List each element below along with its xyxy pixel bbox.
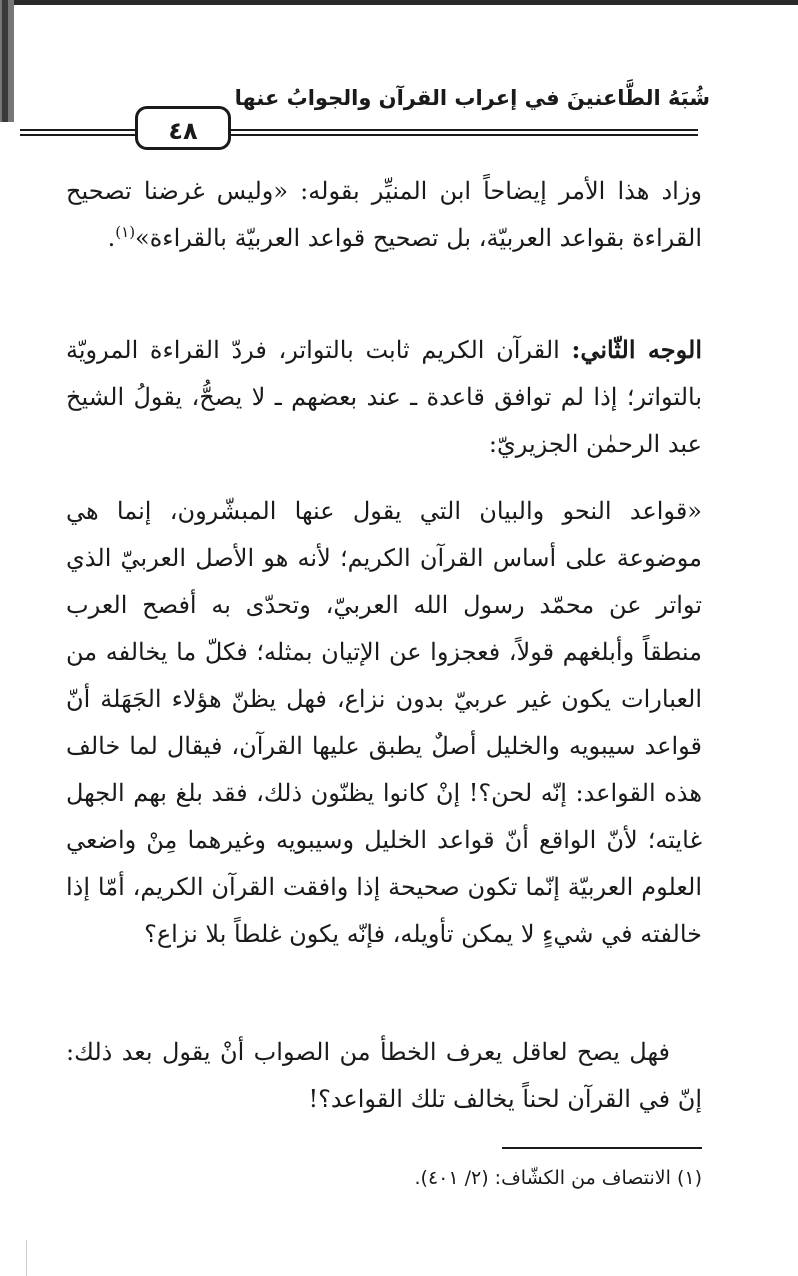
footnote-1: (١) الانتصاف من الكشّاف: (٢/ ٤٠١).	[414, 1167, 702, 1189]
running-title: شُبَهُ الطَّاعنينَ في إعراب القرآن والجوابُ عنها	[234, 86, 710, 110]
paragraph-4: فهل يصح لعاقل يعرف الخطأ من الصواب أنْ يقول بعد ذلك: إنّ في القرآن لحناً يخالف تلك القواعد؟!	[66, 1038, 702, 1113]
footnote-separator	[502, 1147, 702, 1149]
scan-mark	[26, 1240, 27, 1276]
page-header	[0, 78, 798, 158]
quotation-paragraph: «قواعد النحو والبيان التي يقول عنها المبشّرون، إنما هي موضوعة على أساس القرآن الكريم؛ لأنه هو الأصل العربيّ الذي تواتر عن محمّد رسول الله العربيّ، وتحدّى به أفصح العرب منطقاً وأبلغهم قولاً، فعجزوا عن الإتيان بمثله؛ فكلّ ما يخالفه من العبارات يكون غير عربيّ بدون نزاع، فهل يظنّ هؤلاء الجَهَلة أنّ قواعد سيبويه والخليل أصلٌ يطبق عليها القرآن، فيقال لما خالف هذه القواعد: إنّه لحن؟! إنْ كانوا يظنّون ذلك، فقد بلغ بهم الجهل غايته؛ لأنّ الواقع أنّ قواعد الخليل وسيبويه وغيرهما مِنْ واضعي العلوم العربيّة إنّما تكون صحيحة إذا وافقت القرآن الكريم، أمّا إذا خالفته في شيءٍ لا يمكن تأويله، فإنّه يكون غلطاً بلا نزاع؟	[66, 497, 702, 948]
page-top-edge	[0, 0, 798, 5]
header-rule-lower	[157, 134, 698, 136]
paragraph-1	[66, 168, 702, 262]
paragraph-1-end: .	[107, 224, 116, 252]
header-rule-left-lower	[20, 134, 135, 136]
paragraph-2-text: القرآن الكريم ثابت بالتواتر، فردّ القراءة المرويّة بالتواتر؛ إذا لم توافق قاعدة ـ عند بعضهم ـ لا يصحُّ، يقولُ الشيخ عبد الرحمٰن الجزيريّ:	[66, 336, 702, 458]
header-rule-left-upper	[20, 129, 135, 131]
paragraph-2	[66, 326, 702, 468]
footnote-ref-1[interactable]: (١)	[115, 223, 136, 241]
header-rule-upper	[157, 129, 698, 131]
paragraph-1-text: وزاد هذا الأمر إيضاحاً ابن المنيِّر بقوله: «وليس غرضنا تصحيح القراءة بقواعد العربيّة، بل تصحيح قواعد العربيّة بالقراءة»	[66, 177, 702, 252]
paragraph-2-lead: الوجه الثّاني:	[571, 335, 702, 364]
page-number: ٤٨	[135, 106, 231, 150]
